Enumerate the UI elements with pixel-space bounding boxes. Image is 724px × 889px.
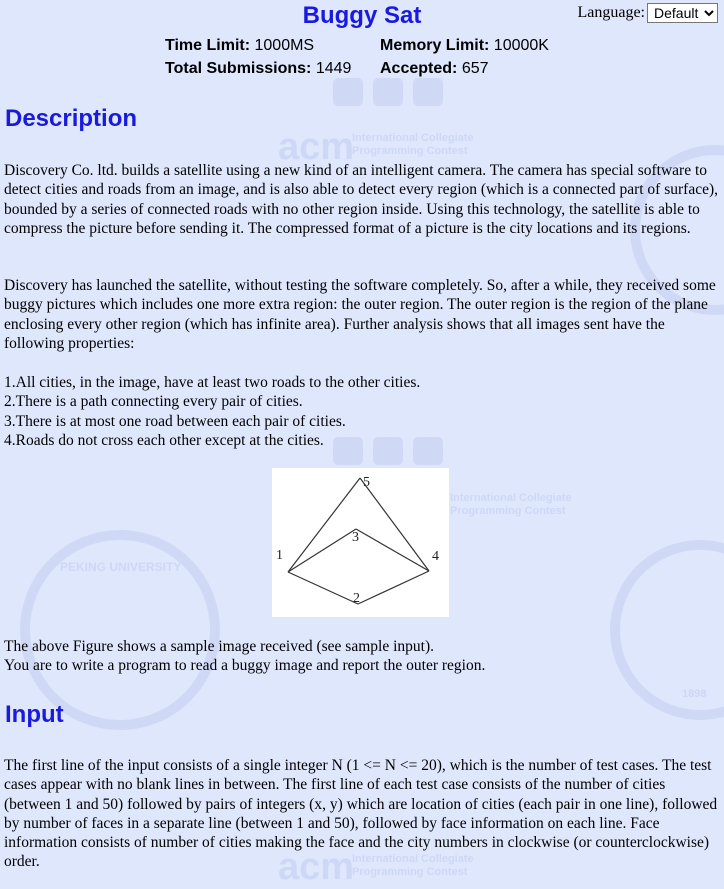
edge-3-4 bbox=[356, 529, 429, 571]
node-label-1: 1 bbox=[276, 548, 283, 563]
page-title: Buggy Sat bbox=[302, 2, 422, 29]
watermark-icpc-mid: International Collegiate Programming Contest bbox=[450, 492, 572, 517]
accepted-count: Accepted: 657 bbox=[380, 60, 489, 77]
watermark-seal-text: PEKING UNIVERSITY bbox=[60, 560, 182, 574]
edge-2-4 bbox=[358, 571, 429, 604]
input-paragraph: The first line of the input consists of a single integer N (1 <= N <= 20), which is the number of test cases. The test cases appear with no blank lines in between. The first line of each test case consists of the number of cities (between 1 and 50) followed by pairs of integers (x, y) which are location of cities (each pair in one line), followed by number of faces in a separate line (between 1 and 50), followed by face information on each line. Face information consists of number of cities making the face and the city numbers in clockwise (or counterclockwise) order. bbox=[4, 757, 718, 871]
edge-1-2 bbox=[288, 572, 358, 604]
memory-limit: Memory Limit: 10000K bbox=[380, 37, 549, 54]
property-item: 1.All cities, in the image, have at least two roads to the other cities. bbox=[4, 374, 421, 391]
problem-meta bbox=[165, 34, 595, 80]
watermark-icpc-bottom: International Collegiate Programming Contest bbox=[352, 853, 474, 878]
sample-figure-graph bbox=[272, 468, 449, 617]
watermark-acm-top: acm bbox=[278, 126, 355, 168]
property-item: 2.There is a path connecting every pair of cities. bbox=[4, 393, 303, 411]
node-label-2: 2 bbox=[353, 591, 360, 606]
total-submissions: Total Submissions: 1449 bbox=[165, 60, 352, 77]
figure-explanation: The above Figure shows a sample image received (see sample input). You are to write a program to read a buggy image and report the outer region. bbox=[4, 638, 486, 675]
description-paragraph-2: Discovery has launched the satellite, without testing the software completely. So, after a while, they received some buggy pictures which includes one more extra region: the outer region. The outer region is the region of the plane enclosing every other region (which has infinite area). Further analysis shows that all images sent have the following properties: bbox=[4, 277, 716, 352]
description-paragraph-1: Discovery Co. ltd. builds a satellite using a new kind of an intelligent camera. The camera has special software to detect cities and roads from an image, and is also able to detect every region (which is a connected part of surface), bounded by a series of connected roads with no other region inside. Using this technology, the satellite is able to compress the picture before sending it. The compressed format of a picture is the city locations and its regions. bbox=[4, 162, 718, 237]
node-label-3: 3 bbox=[352, 530, 359, 545]
sample-figure bbox=[272, 468, 449, 617]
time-limit: Time Limit: 1000MS bbox=[165, 37, 315, 54]
watermark-icpc-top: International Collegiate Programming Contest bbox=[352, 132, 474, 157]
edge-1-5 bbox=[288, 478, 360, 572]
description-heading: Description bbox=[5, 105, 138, 132]
properties-list bbox=[4, 373, 718, 450]
input-heading: Input bbox=[5, 701, 64, 728]
property-item: 4.Roads do not cross each other except at the cities. bbox=[4, 431, 324, 449]
watermark-acm-bottom: acm bbox=[278, 846, 355, 888]
watermark-seal-year: 1898 bbox=[682, 688, 707, 700]
node-label-4: 4 bbox=[432, 549, 439, 564]
language-label: Language: bbox=[577, 4, 645, 21]
property-item: 3.There is at most one road between each pair of cities. bbox=[4, 412, 346, 430]
edge-5-4 bbox=[360, 478, 429, 571]
node-label-5: 5 bbox=[363, 475, 370, 490]
edge-1-3 bbox=[288, 529, 356, 572]
